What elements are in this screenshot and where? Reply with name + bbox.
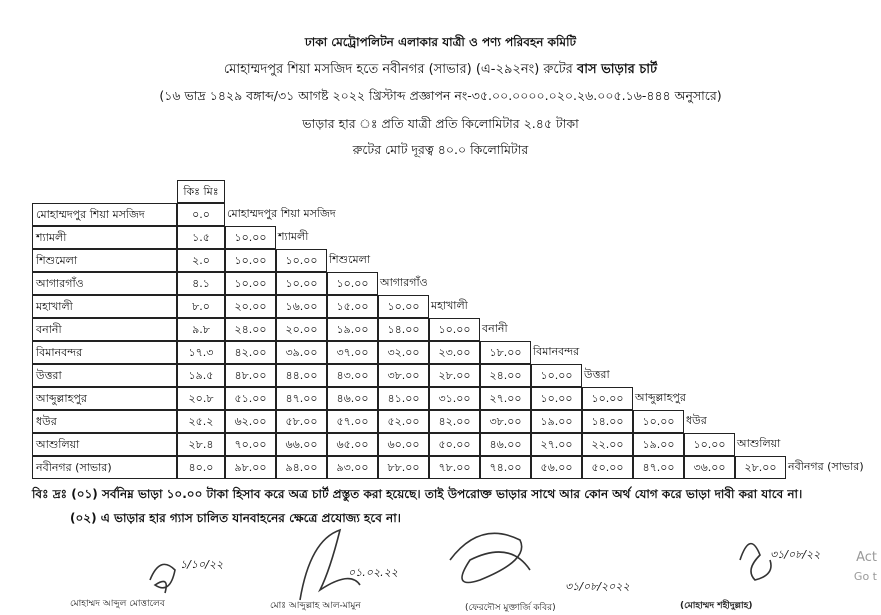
- stop-name-cell: আশুলিয়া: [32, 433, 177, 456]
- fare-cell: ১০.০০: [327, 272, 378, 295]
- diagonal-stop-label: আব্দুল্লাহপুর: [635, 391, 686, 404]
- fare-cell: ১৯.০০: [531, 410, 582, 433]
- route-title-text: মোহাম্মদপুর শিয়া মসজিদ হতে নবীনগর (সাভার) (এ-২৯২নং) রুটের: [223, 62, 577, 77]
- fare-cell: ৫৬.০০: [531, 456, 582, 479]
- distance-cell: ১.৫: [177, 226, 225, 249]
- fare-cell: ১০.০০: [582, 387, 633, 410]
- diagonal-stop-label: মোহাম্মদপুর শিয়া মসজিদ: [227, 207, 336, 220]
- fare-cell: ৪৪.০০: [276, 364, 327, 387]
- fare-cell: ১০.০০: [225, 249, 276, 272]
- fare-cell: ৫০.০০: [582, 456, 633, 479]
- route-title-bold: বাস ভাড়ার চার্ট: [576, 62, 658, 77]
- fare-cell: ২৪.০০: [480, 364, 531, 387]
- fare-cell: ২৭.০০: [531, 433, 582, 456]
- activation-watermark-line2: Go t: [853, 570, 877, 583]
- fare-cell: ৩২.০০: [378, 341, 429, 364]
- route-distance: রুটের মোট দূরত্ব ৪০.০ কিলোমিটার: [352, 142, 529, 157]
- distance-cell: ৮.০: [177, 295, 225, 318]
- fare-cell: ২৪.০০: [225, 318, 276, 341]
- fare-cell: ২২.০০: [582, 433, 633, 456]
- diagonal-stop-label: ধউর: [686, 414, 707, 427]
- fare-cell: ৭৪.০০: [480, 456, 531, 479]
- fare-cell: ১০.০০: [378, 295, 429, 318]
- distance-cell: ১৭.৩: [177, 341, 225, 364]
- fare-cell: ১৮.০০: [480, 341, 531, 364]
- diagonal-stop-label: আশুলিয়া: [737, 437, 781, 450]
- signature-1-name: মোহাম্মদ আব্দুল মোত্তালেব: [70, 599, 165, 609]
- diagonal-stop-label: নবীনগর (সাভার): [788, 460, 864, 473]
- distance-cell: ২.০: [177, 249, 225, 272]
- fare-cell: ৩৬.০০: [684, 456, 735, 479]
- fare-cell: ২৮.০০: [735, 456, 786, 479]
- diagonal-stop-label: উত্তরা: [584, 368, 610, 381]
- signature-4-date: ৩১/০৮/২২: [770, 548, 821, 561]
- distance-cell: ২০.৮: [177, 387, 225, 410]
- signature-3-date: ৩১/০৮/২০২২: [565, 580, 630, 593]
- fare-cell: ২৭.০০: [480, 387, 531, 410]
- signature-area: [0, 520, 881, 614]
- fare-cell: ৩১.০০: [429, 387, 480, 410]
- stop-name-cell: ধউর: [32, 410, 177, 433]
- distance-cell: ৯.৮: [177, 318, 225, 341]
- fare-cell: ৪৬.০০: [480, 433, 531, 456]
- distance-cell: ৪.১: [177, 272, 225, 295]
- fare-cell: ২০.০০: [225, 295, 276, 318]
- fare-cell: ১৬.০০: [276, 295, 327, 318]
- signature-1-date: ১/১০/২২: [180, 558, 224, 571]
- fare-cell: ৫১.০০: [225, 387, 276, 410]
- fare-cell: ৩৯.০০: [276, 341, 327, 364]
- fare-cell: ৮৮.০০: [378, 456, 429, 479]
- fare-cell: ৬৬.০০: [276, 433, 327, 456]
- stop-name-cell: শ্যামলী: [32, 226, 177, 249]
- distance-cell: ২৫.২: [177, 410, 225, 433]
- fare-cell: ১০.০০: [633, 410, 684, 433]
- fare-cell: ১৫.০০: [327, 295, 378, 318]
- fare-cell: ৩৮.০০: [378, 364, 429, 387]
- fare-cell: ১৪.০০: [378, 318, 429, 341]
- diagonal-stop-label: শ্যামলী: [278, 230, 309, 243]
- fare-cell: ৫০.০০: [429, 433, 480, 456]
- signature-2-name: মোঃ আব্দুল্লাহ আল-মামুন: [270, 601, 361, 611]
- fare-cell: ৪৭.০০: [633, 456, 684, 479]
- fare-cell: ১০.০০: [531, 364, 582, 387]
- stop-name-cell: শিশুমেলা: [32, 249, 177, 272]
- signature-4-name: (মোহাম্মদ শহীদুল্লাহ): [680, 601, 753, 611]
- signature-3-name: (ফেরদৌস মুক্তার্জি কবির): [465, 603, 556, 613]
- distance-cell: ৪০.০: [177, 456, 225, 479]
- distance-cell: ২৮.৪: [177, 433, 225, 456]
- note-2: (০২) এ ভাড়ার হার গ্যাস চালিত যানবাহনের ক্ষেত্রে প্রযোজ্য হবে না।: [70, 511, 401, 525]
- km-column-header: কিঃ মিঃ: [177, 180, 225, 203]
- fare-cell: ৪৬.০০: [327, 387, 378, 410]
- fare-rate: ভাড়ার হার ঃ প্রতি যাত্রী প্রতি কিলোমিটার ২.৪৫ টাকা: [302, 116, 579, 131]
- fare-cell: ৪২.০০: [429, 410, 480, 433]
- fare-cell: ৩৮.০০: [480, 410, 531, 433]
- fare-cell: ১০.০০: [225, 226, 276, 249]
- fare-cell: ৫৭.০০: [327, 410, 378, 433]
- fare-cell: ১০.০০: [684, 433, 735, 456]
- fare-cell: ৪৭.০০: [276, 387, 327, 410]
- distance-cell: ০.০: [177, 203, 225, 226]
- committee-title: ঢাকা মেট্রোপলিটন এলাকার যাত্রী ও পণ্য পরিবহন কমিটি: [304, 35, 577, 49]
- notification-reference: (১৬ ভাদ্র ১৪২৯ বঙ্গাব্দ/৩১ আগষ্ট ২০২২ খ্রিস্টাব্দ প্রজ্ঞাপন নং-৩৫.০০.০০০০.০২০.২৬.০০৫.১৬-৪৪৪ অনুসারে): [159, 88, 722, 103]
- stop-name-cell: বনানী: [32, 318, 177, 341]
- fare-cell: ৪২.০০: [225, 341, 276, 364]
- stop-name-cell: উত্তরা: [32, 364, 177, 387]
- fare-cell: ৯৮.০০: [225, 456, 276, 479]
- diagonal-stop-label: বিমানবন্দর: [533, 345, 580, 358]
- fare-cell: ২৩.০০: [429, 341, 480, 364]
- fare-cell: ২৮.০০: [429, 364, 480, 387]
- activation-watermark-line1: Act: [856, 550, 877, 565]
- stop-name-cell: মহাখালী: [32, 295, 177, 318]
- fare-cell: ৫২.০০: [378, 410, 429, 433]
- fare-cell: ৯৩.০০: [327, 456, 378, 479]
- fare-cell: ১৯.০০: [327, 318, 378, 341]
- stop-name-cell: আব্দুল্লাহপুর: [32, 387, 177, 410]
- signature-4-scribble: [740, 544, 771, 580]
- fare-cell: ১৯.০০: [633, 433, 684, 456]
- fare-cell: ৪১.০০: [378, 387, 429, 410]
- distance-cell: ১৯.৫: [177, 364, 225, 387]
- diagonal-stop-label: আগারগাঁও: [380, 276, 428, 289]
- stop-name-cell: নবীনগর (সাভার): [32, 456, 177, 479]
- diagonal-stop-label: মহাখালী: [431, 299, 468, 312]
- signature-3-scribble: [450, 533, 530, 582]
- fare-cell: ১০.০০: [531, 387, 582, 410]
- fare-cell: ১০.০০: [276, 272, 327, 295]
- fare-cell: ২০.০০: [276, 318, 327, 341]
- fare-cell: ৪৮.০০: [225, 364, 276, 387]
- fare-cell: ৪৩.০০: [327, 364, 378, 387]
- stop-name-cell: বিমানবন্দর: [32, 341, 177, 364]
- fare-cell: ৩৭.০০: [327, 341, 378, 364]
- fare-cell: ৬২.০০: [225, 410, 276, 433]
- fare-cell: ৯৪.০০: [276, 456, 327, 479]
- fare-cell: ৭৮.০০: [429, 456, 480, 479]
- fare-cell: ৫৮.০০: [276, 410, 327, 433]
- fare-cell: ৭০.০০: [225, 433, 276, 456]
- fare-cell: ১০.০০: [429, 318, 480, 341]
- diagonal-stop-label: বনানী: [482, 322, 508, 335]
- signature-1-scribble: [150, 564, 175, 593]
- diagonal-stop-label: শিশুমেলা: [329, 253, 371, 266]
- fare-cell: ১৪.০০: [582, 410, 633, 433]
- stop-name-cell: মোহাম্মদপুর শিয়া মসজিদ: [32, 203, 177, 226]
- signature-2-date: ০১.০২.২২: [348, 566, 398, 579]
- fare-cell: ৬০.০০: [378, 433, 429, 456]
- fare-cell: ১০.০০: [276, 249, 327, 272]
- note-1: বিঃ দ্রঃ (০১) সর্বনিম্ন ভাড়া ১০.০০ টাকা হিসাব করে অত্র চার্ট প্রস্তুত করা হয়েছে। তাই উপরোক্ত ভাড়ার সাথে আর কোন অর্থ যোগ করে ভাড়া দাবী করা যাবে না।: [32, 487, 803, 501]
- fare-cell: ১০.০০: [225, 272, 276, 295]
- fare-cell: ৬৫.০০: [327, 433, 378, 456]
- stop-name-cell: আগারগাঁও: [32, 272, 177, 295]
